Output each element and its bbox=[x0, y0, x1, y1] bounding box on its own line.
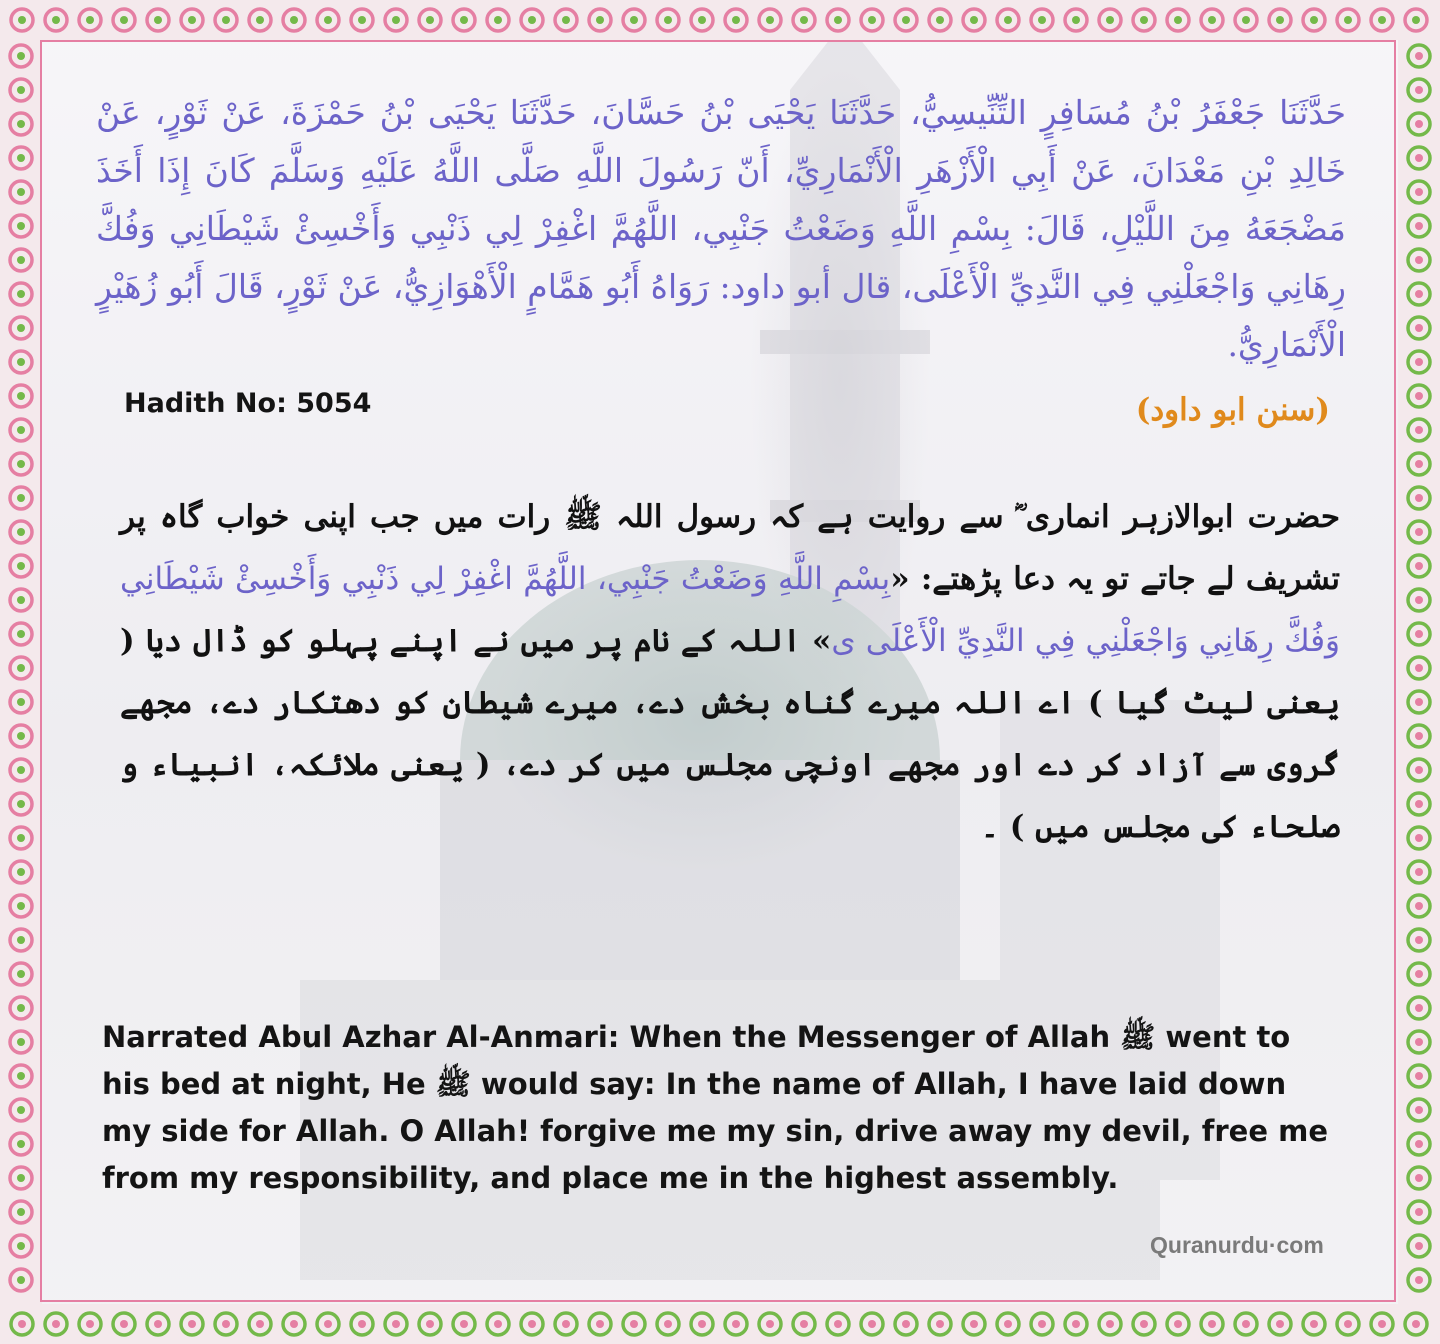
urdu-dua-arabic: بِسْمِ اللَّهِ وَضَعْتُ جَنْبِي، اللَّهُمَّ اغْفِرْ لِي ذَنْبِي وَأَخْسِئْ شَيْطَانِي وَفُكَّ رِهَانِي وَاجْعَلْنِي فِي النَّدِيِّ الْأَعْلَى ى bbox=[120, 561, 1341, 659]
arabic-hadith-text: حَدَّثَنَا جَعْفَرُ بْنُ مُسَافِرٍ التِّنِّيسِيُّ، حَدَّثَنَا يَحْيَى بْنُ حَسَّانَ، حَدَّثَنَا يَحْيَى بْنُ حَمْزَةَ، عَنْ ثَوْرٍ، عَنْ خَالِدِ بْنِ مَعْدَانَ، عَنْ أَبِي الْأَزْهَرِ الْأَنْمَارِيِّ، أَنّ رَسُولَ اللَّهِ صَلَّى اللَّهُ عَلَيْهِ وَسَلَّمَ كَانَ إِذَا أَخَذَ مَضْجَعَهُ مِنَ اللَّيْلِ، قَالَ: بِسْمِ اللَّهِ وَضَعْتُ جَنْبِي، اللَّهُمَّ اغْفِرْ لِي ذَنْبِي وَأَخْسِئْ شَيْطَانِي وَفُكَّ رِهَانِي وَاجْعَلْنِي فِي النَّدِيِّ الْأَعْلَى، قال أبو داود: رَوَاهُ أَبُو هَمَّامٍ الْأَهْوَازِيُّ، عَنْ ثَوْرٍ، قَالَ أَبُو زُهَيْرٍ الْأَنْمَارِيُّ. bbox=[96, 93, 1346, 364]
english-translation: Narrated Abul Azhar Al-Anmari: When the Messenger of Allah ﷺ went to his bed at night, He ﷺ would say: In the name of Allah, I have laid down my side for Allah. O Allah! forgive me my sin, drive away my devil, free me from my responsibility, and place me in the highest assembly. bbox=[102, 1020, 1329, 1195]
urdu-translation-part-1: حضرت ابوالازہر انماری ؓ سے روایت ہے کہ رسول اللہ ﷺ رات میں جب اپنی خواب گاہ پر تشریف لے جاتے تو یہ دعا پڑھتے: « bbox=[120, 499, 1340, 597]
hadith-number: Hadith No: 5054 bbox=[124, 388, 372, 419]
urdu-translation-part-2: » اللہ کے نام پر میں نے اپنے پہلو کو ڈال دیا ( یعنی لیٹ گیا ) اے اللہ میرے گناہ بخش دے، میرے شیطان کو دھتکار دے، مجھے گروی سے آزاد کر دے اور مجھے اونچی مجلس میں کر دے، ( یعنی ملائکہ، انبیاء و صلحاء کی مجلس میں ) ۔ bbox=[120, 623, 1340, 845]
website-credit: Quranurdu·com bbox=[1150, 1232, 1324, 1258]
urdu-translation bbox=[120, 486, 1340, 858]
book-name: (سنن ابو داود) bbox=[1135, 392, 1330, 428]
